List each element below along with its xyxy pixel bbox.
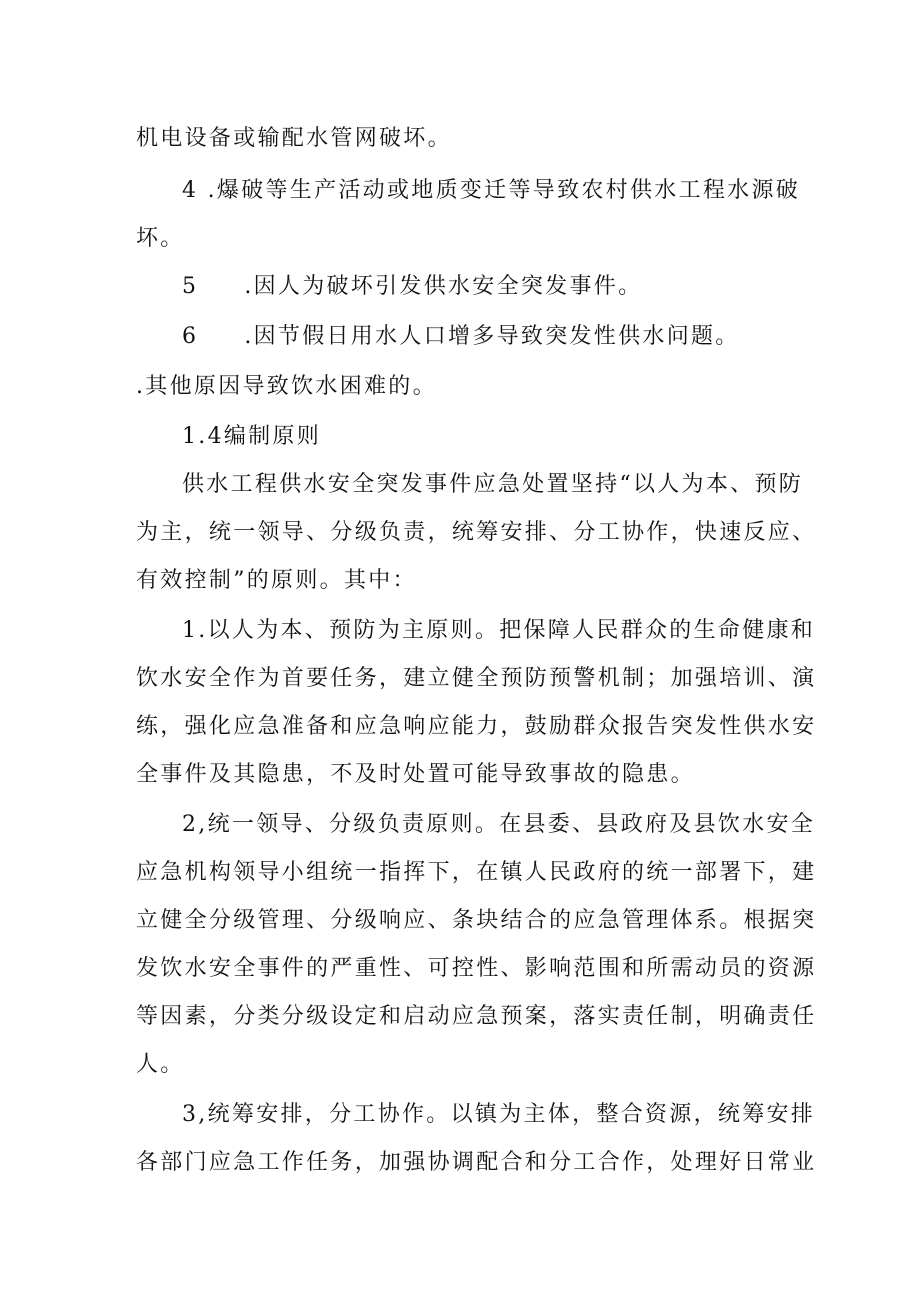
list-number: 6 xyxy=(182,324,199,349)
paragraph-line: 3,统筹安排，分工协作。以镇为主体，整合资源，统筹安排 xyxy=(182,1102,816,1127)
list-item-7: .其他原因导致饮水困难的。 xyxy=(136,374,437,399)
paragraph-line: 饮水安全作为首要任务，建立健全预防预警机制；加强培训、演 xyxy=(136,666,817,691)
paragraph-line: 1.以人为本、预防为主原则。把保障人民群众的生命健康和 xyxy=(182,618,816,643)
text-line: 机电设备或输配水管网破坏。 xyxy=(136,126,452,151)
paragraph-line: 为主，统一领导、分级负责，统筹安排、分工协作，快速反应、 xyxy=(136,520,817,545)
text-line: 坏。 xyxy=(136,226,185,251)
section-heading: 1.4编制原则 xyxy=(182,424,322,449)
list-item-4: 4 .爆破等生产活动或地质变迁等导致农村供水工程水源破 xyxy=(182,178,801,203)
paragraph-line: 供水工程供水安全突发事件应急处置坚持“以人为本、预防 xyxy=(182,472,804,497)
paragraph-line: 有效控制”的原则。其中： xyxy=(136,568,417,593)
paragraph-line: 应急机构领导小组统一指挥下，在镇人民政府的统一部署下，建 xyxy=(136,860,817,885)
paragraph-line: 各部门应急工作任务，加强协调配合和分工合作，处理好日常业 xyxy=(136,1150,817,1175)
paragraph-line: 2,统一领导、分级负责原则。在县委、县政府及县饮水安全 xyxy=(182,812,816,837)
list-text: .因人为破坏引发供水安全突发事件。 xyxy=(244,274,643,299)
list-number: 5 xyxy=(182,274,199,299)
paragraph-line: 人。 xyxy=(136,1052,185,1077)
paragraph-line: 等因素，分类分级设定和启动应急预案，落实责任制，明确责任 xyxy=(136,1004,817,1029)
paragraph-line: 练，强化应急准备和应急响应能力，鼓励群众报告突发性供水安 xyxy=(136,714,817,739)
list-item-6 xyxy=(182,322,920,352)
list-item-5 xyxy=(182,272,920,302)
paragraph-line: 立健全分级管理、分级响应、条块结合的应急管理体系。根据突 xyxy=(136,908,817,933)
paragraph-line: 全事件及其隐患，不及时处置可能导致事故的隐患。 xyxy=(136,762,695,787)
list-text: .因节假日用水人口增多导致突发性供水问题。 xyxy=(244,324,740,349)
paragraph-line: 发饮水安全事件的严重性、可控性、影响范围和所需动员的资源 xyxy=(136,956,817,981)
